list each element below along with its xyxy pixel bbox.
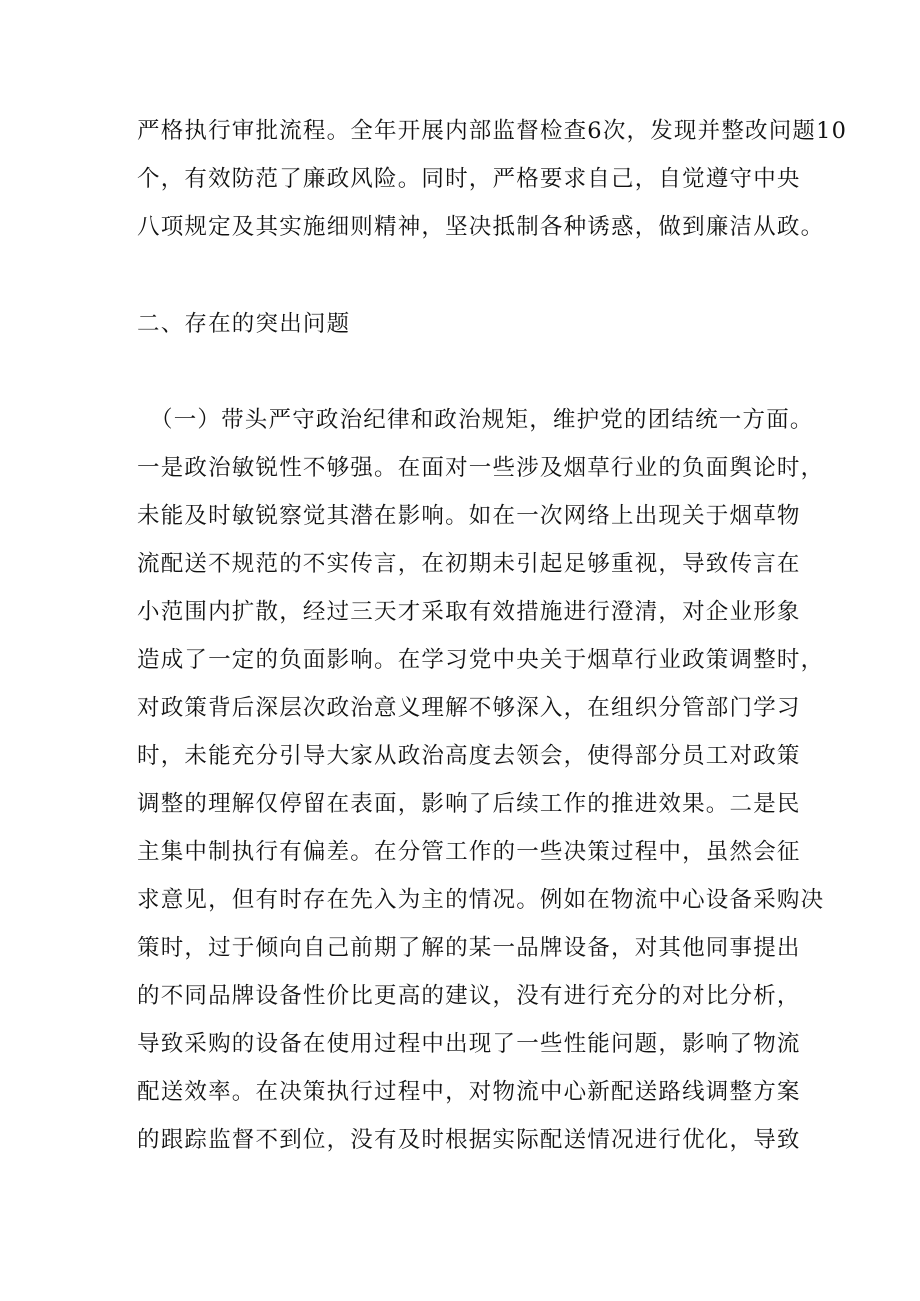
paragraph-line: 小范围内扩散，经过三天才采取有效措施进行澄清，对企业形象 bbox=[137, 599, 801, 625]
paragraph-line: 流配送不规范的不实传言，在初期未引起足够重视，导致传言在 bbox=[137, 551, 801, 577]
paragraph-line: 策时，过于倾向自己前期了解的某一品牌设备，对其他同事提出 bbox=[137, 935, 801, 961]
paragraph-line: 调整的理解仅停留在表面，影响了后续工作的推进效果。二是民 bbox=[137, 791, 801, 817]
paragraph-line: 一是政治敏锐性不够强。在面对一些涉及烟草行业的负面舆论时， bbox=[137, 455, 825, 481]
paragraph-line: 的不同品牌设备性价比更高的建议，没有进行充分的对比分析， bbox=[137, 983, 801, 1009]
paragraph-line: 八项规定及其实施细则精神，坚决抵制各种诱惑，做到廉洁从政。 bbox=[137, 214, 825, 240]
paragraph-line: 配送效率。在决策执行过程中，对物流中心新配送路线调整方案 bbox=[137, 1079, 801, 1105]
paragraph-line: 导致采购的设备在使用过程中出现了一些性能问题，影响了物流 bbox=[137, 1031, 801, 1057]
paragraph-line: 个，有效防范了廉政风险。同时，严格要求自己，自觉遵守中央 bbox=[137, 166, 801, 192]
paragraph-line: 主集中制执行有偏差。在分管工作的一些决策过程中，虽然会征 bbox=[137, 839, 801, 865]
paragraph-line: 严格执行审批流程。全年开展内部监督检查6次，发现并整改问题10 bbox=[137, 118, 848, 144]
paragraph-line: 求意见，但有时存在先入为主的情况。例如在物流中心设备采购决 bbox=[137, 887, 825, 913]
paragraph-line: 未能及时敏锐察觉其潜在影响。如在一次网络上出现关于烟草物 bbox=[137, 503, 801, 529]
section-heading: 二、存在的突出问题 bbox=[137, 311, 351, 337]
paragraph-line: 对政策背后深层次政治意义理解不够深入，在组织分管部门学习 bbox=[137, 695, 801, 721]
paragraph-line: 造成了一定的负面影响。在学习党中央关于烟草行业政策调整时， bbox=[137, 647, 825, 673]
paragraph-line: 时，未能充分引导大家从政治高度去领会，使得部分员工对政策 bbox=[137, 743, 801, 769]
paragraph-line: （一）带头严守政治纪律和政治规矩，维护党的团结统一方面。 bbox=[150, 407, 814, 433]
paragraph-line: 的跟踪监督不到位，没有及时根据实际配送情况进行优化，导致 bbox=[137, 1127, 801, 1153]
